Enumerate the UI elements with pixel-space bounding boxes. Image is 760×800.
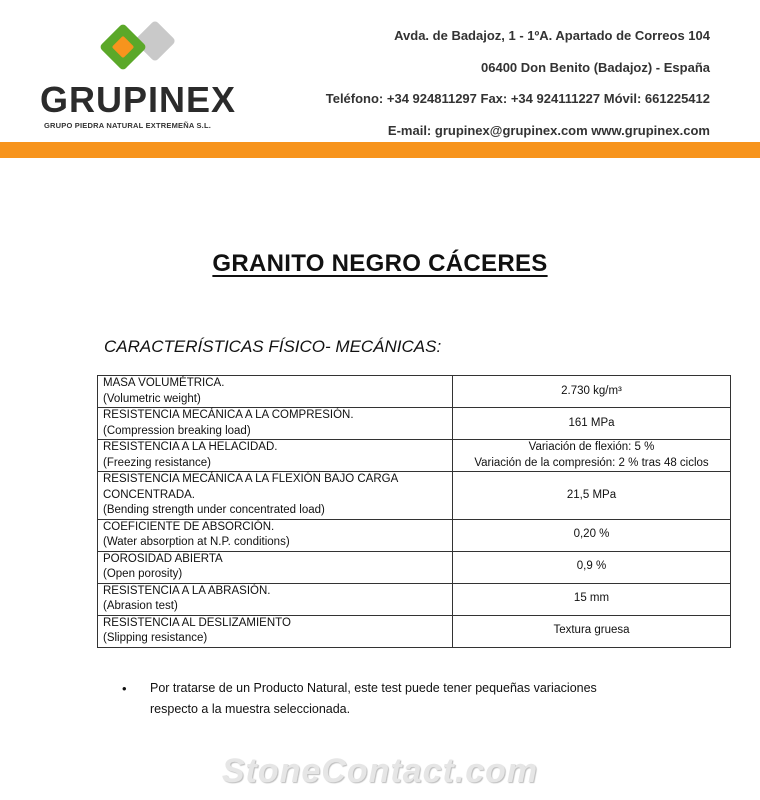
specs-table: [97, 375, 731, 648]
table-row: [98, 615, 731, 647]
property-cell: RESISTENCIA A LA ABRASIÓN. (Abrasion test): [98, 583, 453, 615]
address-line-1: Avda. de Badajoz, 1 - 1ºA. Apartado de Correos 104: [394, 28, 710, 43]
property-cell: RESISTENCIA A LA HELACIDAD. (Freezing resistance): [98, 440, 453, 472]
table-row: [98, 440, 731, 472]
table-row: [98, 551, 731, 583]
address-line-2: 06400 Don Benito (Badajoz) - España: [481, 59, 710, 75]
company-name: GRUPINEX: [40, 79, 237, 120]
section-heading: CARACTERÍSTICAS FÍSICO- MECÁNICAS:: [104, 337, 442, 356]
logo-diamonds-icon: [88, 18, 184, 80]
value-cell: 0,20 %: [453, 519, 731, 551]
value-cell: Variación de flexión: 5 % Variación de la compresión: 2 % tras 48 ciclos: [453, 440, 731, 472]
bullet-icon: •: [122, 681, 127, 696]
watermark: StoneContact.com: [221, 752, 539, 790]
value-cell: Textura gruesa: [453, 615, 731, 647]
phone-line: Teléfono: +34 924811297 Fax: +34 924111227 Móvil: 661225412: [325, 91, 710, 106]
value-cell: 2.730 kg/m³: [453, 376, 731, 408]
disclaimer-note: [122, 678, 646, 720]
property-cell: RESISTENCIA AL DESLIZAMIENTO (Slipping resistance): [98, 615, 453, 647]
disclaimer-text: Por tratarse de un Producto Natural, este test puede tener pequeñas variaciones respecto a la muestra seleccionada.: [150, 681, 597, 716]
property-cell: MASA VOLUMÉTRICA. (Volumetric weight): [98, 376, 453, 408]
table-row: [98, 583, 731, 615]
property-cell: COEFICIENTE DE ABSORCIÓN. (Water absorption at N.P. conditions): [98, 519, 453, 551]
table-row: [98, 519, 731, 551]
contact-block: [326, 20, 710, 146]
table-row: [98, 408, 731, 440]
table-row: [98, 472, 731, 520]
email-web-line: E-mail: grupinex@grupinex.com www.grupinex.com: [387, 122, 710, 138]
property-cell: RESISTENCIA MECÁNICA A LA FLEXIÓN BAJO CARGA CONCENTRADA. (Bending strength under concentrated load): [98, 472, 453, 520]
company-subtitle: GRUPO PIEDRA NATURAL EXTREMEÑA S.L.: [44, 121, 212, 130]
page-title: GRANITO NEGRO CÁCERES: [212, 250, 548, 277]
value-cell: 0,9 %: [453, 551, 731, 583]
value-cell: 161 MPa: [453, 408, 731, 440]
header-divider-bar: [0, 142, 760, 158]
table-row: [98, 376, 731, 408]
value-cell: 15 mm: [453, 583, 731, 615]
property-cell: POROSIDAD ABIERTA (Open porosity): [98, 551, 453, 583]
property-cell: RESISTENCIA MECÁNICA A LA COMPRESIÓN. (Compression breaking load): [98, 408, 453, 440]
company-logo: [40, 18, 240, 130]
value-cell: 21,5 MPa: [453, 472, 731, 520]
